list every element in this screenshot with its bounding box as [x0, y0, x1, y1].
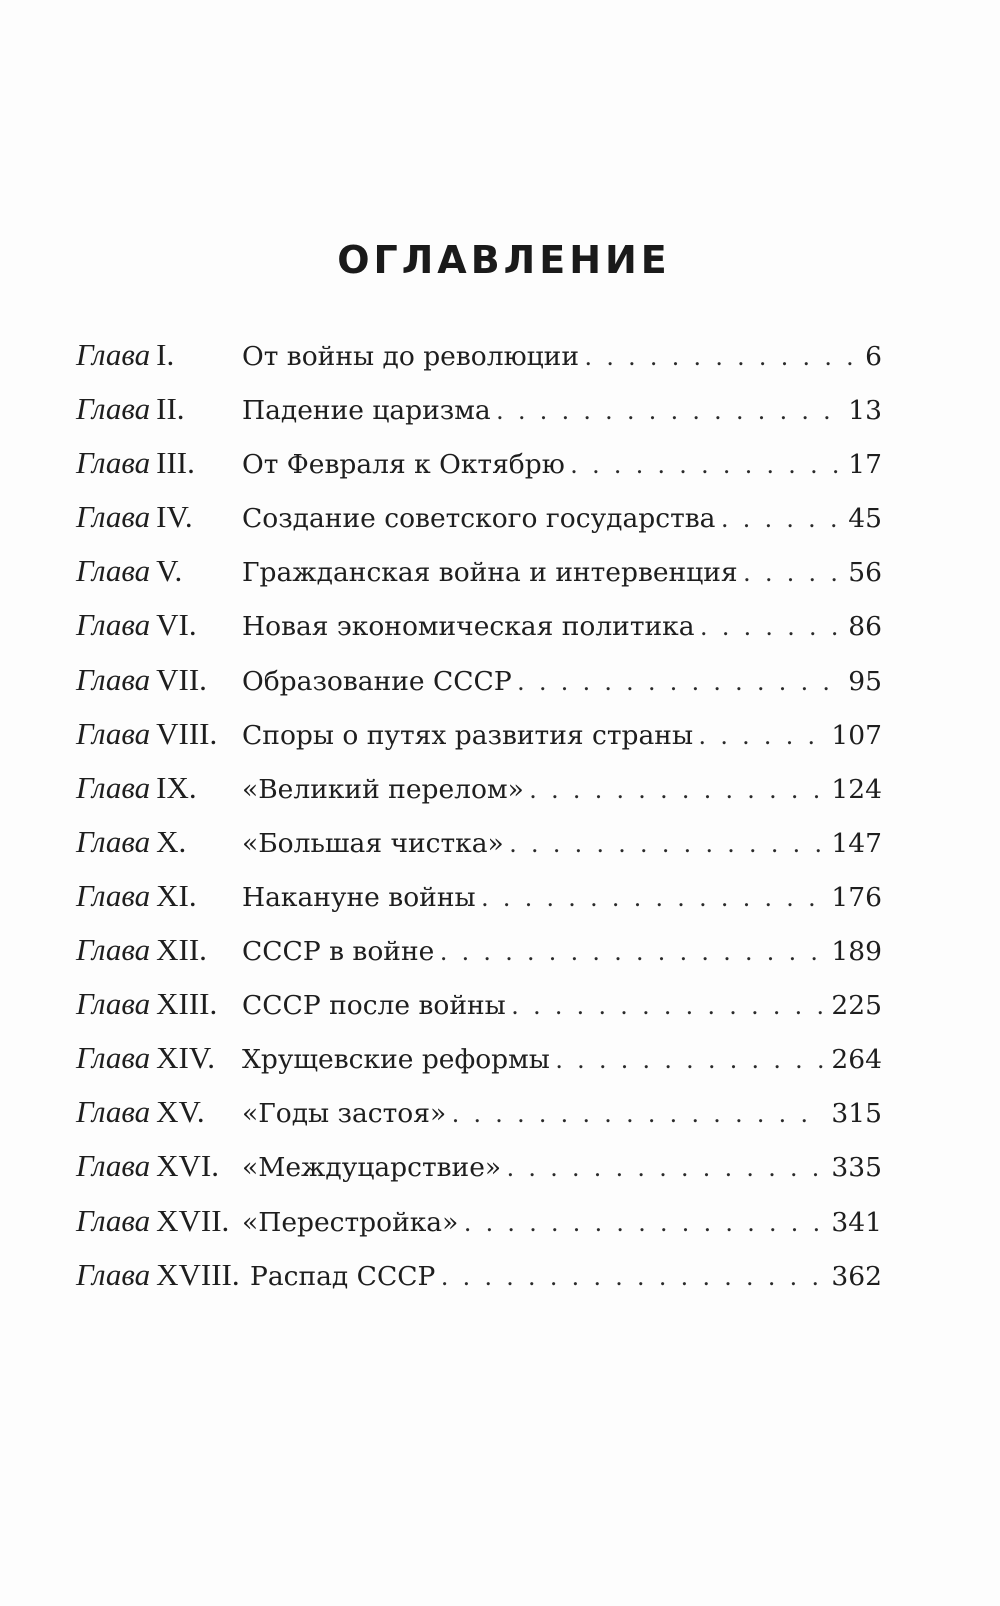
chapter-word: Глава [76, 823, 151, 859]
chapter-word: Глава [76, 877, 151, 913]
chapter-title: СССР в войне [242, 936, 435, 968]
chapter-label [76, 653, 242, 707]
chapter-title: Создание советского государства [242, 503, 716, 535]
toc-entry [76, 544, 882, 598]
page-title: ОГЛАВЛЕНИЕ [337, 238, 671, 282]
chapter-number: III. [156, 445, 195, 481]
chapter-title: От войны до революции [242, 341, 580, 372]
toc-entry [76, 707, 882, 761]
chapter-number: XI. [156, 877, 197, 913]
chapter-label [76, 1248, 250, 1302]
chapter-title: Падение царизма [242, 395, 491, 427]
chapter-word: Глава [76, 1148, 151, 1184]
chapter-label [76, 977, 242, 1031]
chapter-label [76, 869, 242, 923]
chapter-title: «Перестройка» [242, 1206, 459, 1238]
chapter-number: V. [156, 553, 183, 589]
chapter-title: Накануне войны [242, 881, 476, 913]
chapter-number: X. [156, 823, 187, 859]
dot-leader [512, 979, 824, 1033]
page-number: 189 [831, 936, 882, 968]
dot-leader [571, 438, 840, 492]
chapter-label [76, 1194, 242, 1248]
chapter-title: Хрущевские реформы [242, 1044, 550, 1076]
page-number: 335 [831, 1152, 882, 1184]
toc-entry [76, 382, 882, 436]
chapter-title: «Междуцарствие» [242, 1152, 502, 1184]
chapter-title: Новая экономическая политика [242, 611, 695, 643]
page-number: 315 [831, 1098, 882, 1130]
page-number: 86 [848, 611, 882, 643]
chapter-number: XIV. [156, 1040, 215, 1076]
dot-leader [441, 1250, 823, 1304]
chapter-word: Глава [76, 1040, 151, 1076]
dot-leader [482, 871, 824, 925]
chapter-title: Гражданская война и интервенция [242, 557, 738, 589]
chapter-word: Глава [76, 391, 151, 427]
chapter-number: XIII. [156, 986, 218, 1022]
page-number: 147 [831, 827, 882, 859]
toc-entry [76, 1085, 882, 1139]
page-number: 225 [831, 990, 882, 1022]
dot-leader [440, 925, 823, 979]
page-number: 107 [831, 719, 882, 751]
chapter-number: XVI. [156, 1148, 219, 1184]
dot-leader [464, 1196, 823, 1250]
toc-entry [76, 328, 882, 382]
chapter-title: Споры о путях развития страны [242, 719, 694, 751]
chapter-number: IX. [156, 769, 197, 805]
page-number: 56 [848, 557, 882, 589]
chapter-word: Глава [76, 715, 151, 751]
toc-entry [76, 1139, 882, 1193]
chapter-title: «Большая чистка» [242, 827, 504, 859]
toc-entry [76, 923, 882, 977]
chapter-title: Образование СССР [242, 665, 512, 697]
chapter-number: IV. [156, 499, 193, 535]
toc-entry [76, 653, 882, 707]
chapter-number: I. [156, 337, 175, 372]
chapter-word: Глава [76, 499, 151, 535]
dot-leader [585, 330, 857, 384]
chapter-label [76, 1139, 242, 1193]
chapter-word: Глава [76, 553, 151, 589]
dot-leader [556, 1033, 824, 1087]
toc-entry [76, 1248, 882, 1302]
chapter-label [76, 490, 242, 544]
chapter-title: СССР после войны [242, 990, 506, 1022]
page-number: 45 [848, 503, 882, 535]
dot-leader [721, 492, 840, 546]
chapter-label [76, 761, 242, 815]
dot-leader [497, 384, 841, 438]
dot-leader [510, 817, 824, 871]
table-of-contents [76, 328, 882, 1302]
chapter-word: Глава [76, 1202, 151, 1238]
chapter-word: Глава [76, 1256, 151, 1292]
page-number: 124 [831, 773, 882, 805]
toc-entry [76, 761, 882, 815]
dot-leader [699, 709, 823, 763]
chapter-title: Распад СССР [250, 1260, 436, 1292]
chapter-number: II. [156, 391, 185, 427]
chapter-label [76, 382, 242, 436]
dot-leader [701, 600, 841, 654]
page-number: 17 [848, 449, 882, 481]
toc-entry [76, 977, 882, 1031]
chapter-word: Глава [76, 337, 151, 372]
page-number: 13 [848, 395, 882, 427]
page-number: 176 [831, 881, 882, 913]
page-number: 95 [848, 665, 882, 697]
page-number: 6 [865, 341, 882, 372]
chapter-number: XII. [156, 932, 207, 968]
chapter-word: Глава [76, 769, 151, 805]
dot-leader [518, 655, 841, 709]
chapter-number: XV. [156, 1094, 205, 1130]
chapter-word: Глава [76, 607, 151, 643]
chapter-word: Глава [76, 932, 151, 968]
chapter-label [76, 1031, 242, 1085]
chapter-label [76, 328, 242, 382]
chapter-label [76, 707, 242, 761]
chapter-label [76, 1085, 242, 1139]
chapter-label [76, 815, 242, 869]
chapter-title: От Февраля к Октябрю [242, 449, 565, 481]
dot-leader [507, 1141, 823, 1195]
chapter-word: Глава [76, 1094, 151, 1130]
toc-entry [76, 436, 882, 490]
toc-entry [76, 1031, 882, 1085]
chapter-word: Глава [76, 986, 151, 1022]
chapter-label [76, 598, 242, 652]
chapter-number: VI. [156, 607, 197, 643]
chapter-number: XVIII. [156, 1256, 240, 1292]
dot-leader [744, 546, 841, 600]
page-number: 341 [831, 1206, 882, 1238]
chapter-number: VIII. [156, 715, 218, 751]
chapter-word: Глава [76, 445, 151, 481]
chapter-word: Глава [76, 661, 151, 697]
toc-entry [76, 869, 882, 923]
chapter-label [76, 544, 242, 598]
dot-leader [530, 763, 824, 817]
chapter-label [76, 923, 242, 977]
toc-entry [76, 490, 882, 544]
chapter-number: XVII. [156, 1202, 230, 1238]
toc-entry [76, 815, 882, 869]
chapter-number: VII. [156, 661, 207, 697]
chapter-label [76, 436, 242, 490]
chapter-title: «Годы застоя» [242, 1098, 447, 1130]
dot-leader [452, 1087, 823, 1141]
page-number: 362 [831, 1260, 882, 1292]
chapter-title: «Великий перелом» [242, 773, 524, 805]
toc-entry [76, 598, 882, 652]
page-number: 264 [831, 1044, 882, 1076]
toc-entry [76, 1194, 882, 1248]
